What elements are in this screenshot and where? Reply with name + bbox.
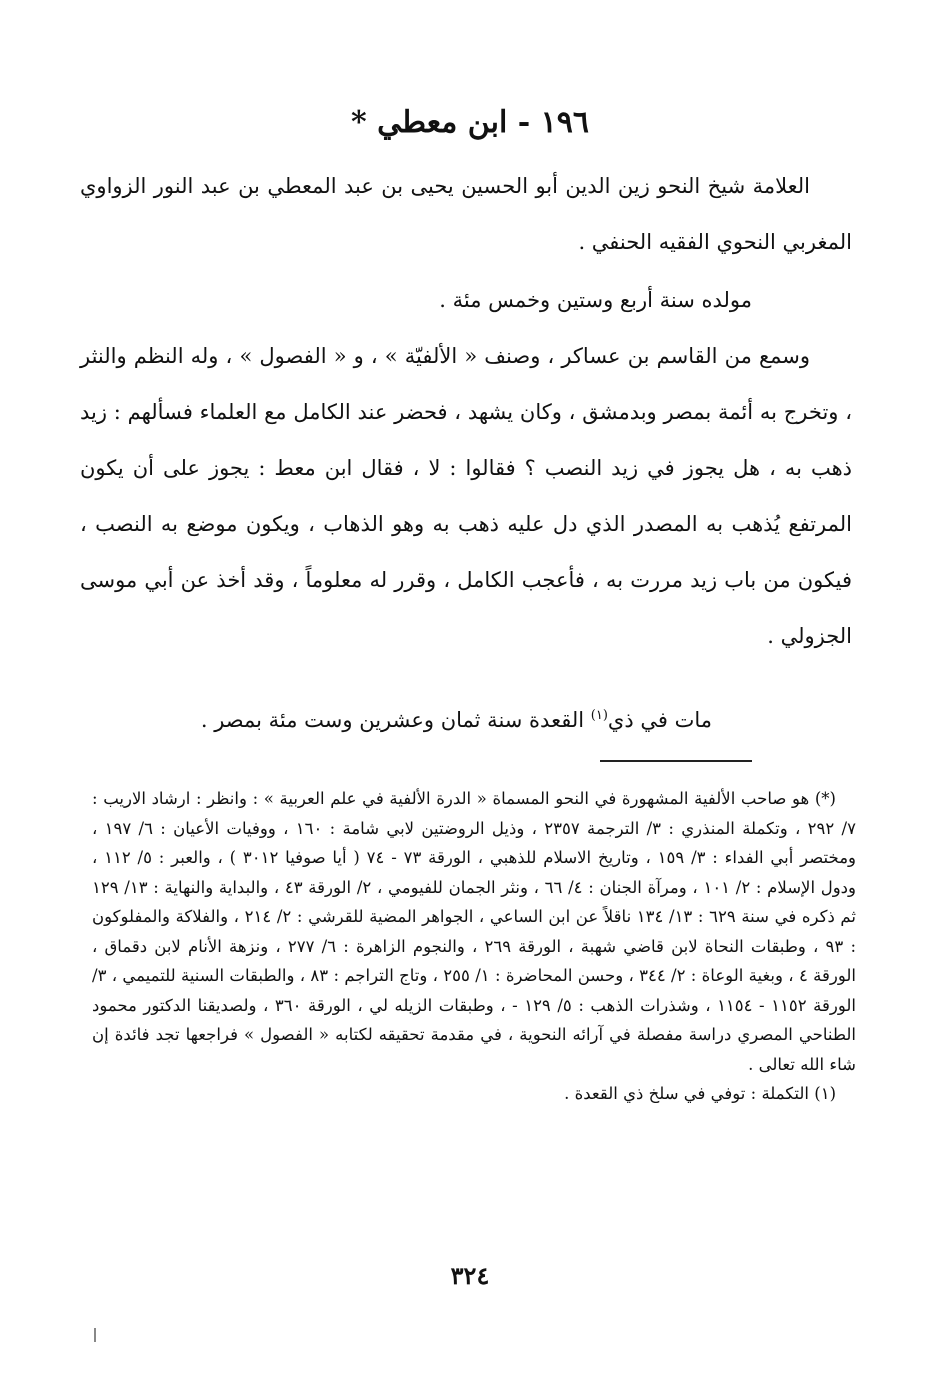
paragraph-study [80, 328, 852, 664]
footnote-ref-1: (١) [590, 708, 608, 723]
entry-name: ابن معطي [377, 105, 508, 140]
entry-separator: - [517, 105, 531, 140]
footnote-main: (*) هو صاحب الألفية المشهورة في النحو المسماة « الدرة الألفية في علم العربية » : وانظر : ارشاد الاريب : ٧/ ٢٩٢ ، وتكملة المنذري : ٣/ الترجمة ٢٣٥٧ ، وذيل الروضتين لابي شامة : ١٦٠ ، ووفيات الأعيان : ٦/ ١٩٧ ، ومختصر أبي الفداء : ٣/ ١٥٩ ، وتاريخ الاسلام للذهبي ، الورقة ٧٣ - ٧٤ ( أيا صوفيا ٣٠١٢ ) ، والعبر : ٥/ ١١٢ ، ودول الإسلام : ٢/ ١٠١ ، ومرآة الجنان : ٤/ ٦٦ ، ونثر الجمان للفيومي ، ٢/ الورقة ٤٣ ، والبداية والنهاية : ١٣/ ١٢٩ ثم ذكره في سنة ٦٢٩ : ١٣/ ١٣٤ ناقلاً عن ابن الساعي ، الجواهر المضية للقرشي : ٢/ ٢١٤ ، والفلاكة والمفلوكون : ٩٣ ، وطبقات النحاة لابن قاضي شهبة ، الورقة ٢٦٩ ، والنجوم الزاهرة : ٦/ ٢٧٧ ، ونزهة الأنام لابن دقماق ، الورقة ٤ ، وبغية الوعاة : ٢/ ٣٤٤ ، وحسن المحاضرة : ١/ ٢٥٥ ، وتاج التراجم : ٨٣ ، والطبقات السنية للتميمي ، ٣/ الورقة ١١٥٢ - ١١٥٤ ، وشذرات الذهب : ٥/ ١٢٩ - ، وطبقات الزيله لي ، الورقة ٣٦٠ ، ولصديقنا الدكتور محمود الطناحي المصري دراسة مفصلة في آرائه النحوية ، في مقدمة تحقيقه لكتابه « الفصول » فراجعها تجد فائدة إن شاء الله تعالى . [92, 789, 857, 1074]
footnote-1: (١) التكملة : توفي في سلخ ذي القعدة . [564, 1084, 836, 1103]
page-number: ٣٢٤ [450, 1261, 490, 1290]
paragraph-death [80, 688, 852, 748]
lineage-text: العلامة شيخ النحو زين الدين أبو الحسين يحيى بن عبد المعطي بن عبد النور الزواوي المغربي النحوي الفقيه الحنفي . [80, 174, 852, 254]
footnotes [92, 784, 856, 1109]
death-text [80, 688, 852, 748]
entry-asterisk: * [351, 105, 367, 140]
death-text-after: القعدة سنة ثمان وعشرين وست مئة بمصر . [200, 708, 591, 732]
paragraph-birth [80, 272, 852, 328]
birth-text: مولده سنة أربع وستين وخمس مئة . [439, 288, 752, 312]
death-text-before: مات في ذي [607, 708, 712, 732]
entry-heading [0, 98, 940, 148]
study-text: وسمع من القاسم بن عساكر ، وصنف « الألفيّة » ، و « الفصول » ، وله النظم والنثر ، وتخرج به أئمة بمصر وبدمشق ، وكان يشهد ، فحضر عند الكامل مع العلماء فسألهم : زيد ذهب به ، هل يجوز في زيد النصب ؟ فقالوا : لا ، فقال ابن معط : يجوز على أن يكون المرتفع يُذهب به المصدر الذي دل عليه ذهب به وهو الذهاب ، ويكون موضع به النصب ، فيكون من باب زيد مررت به ، فأعجب الكامل ، وقرر له معلوماً ، وقد أخذ عن أبي موسى الجزولي . [80, 344, 852, 648]
entry-number: ١٩٦ [540, 105, 589, 140]
footnote-divider [600, 760, 752, 762]
paragraph-lineage [80, 158, 852, 270]
scan-mark [94, 1328, 96, 1342]
